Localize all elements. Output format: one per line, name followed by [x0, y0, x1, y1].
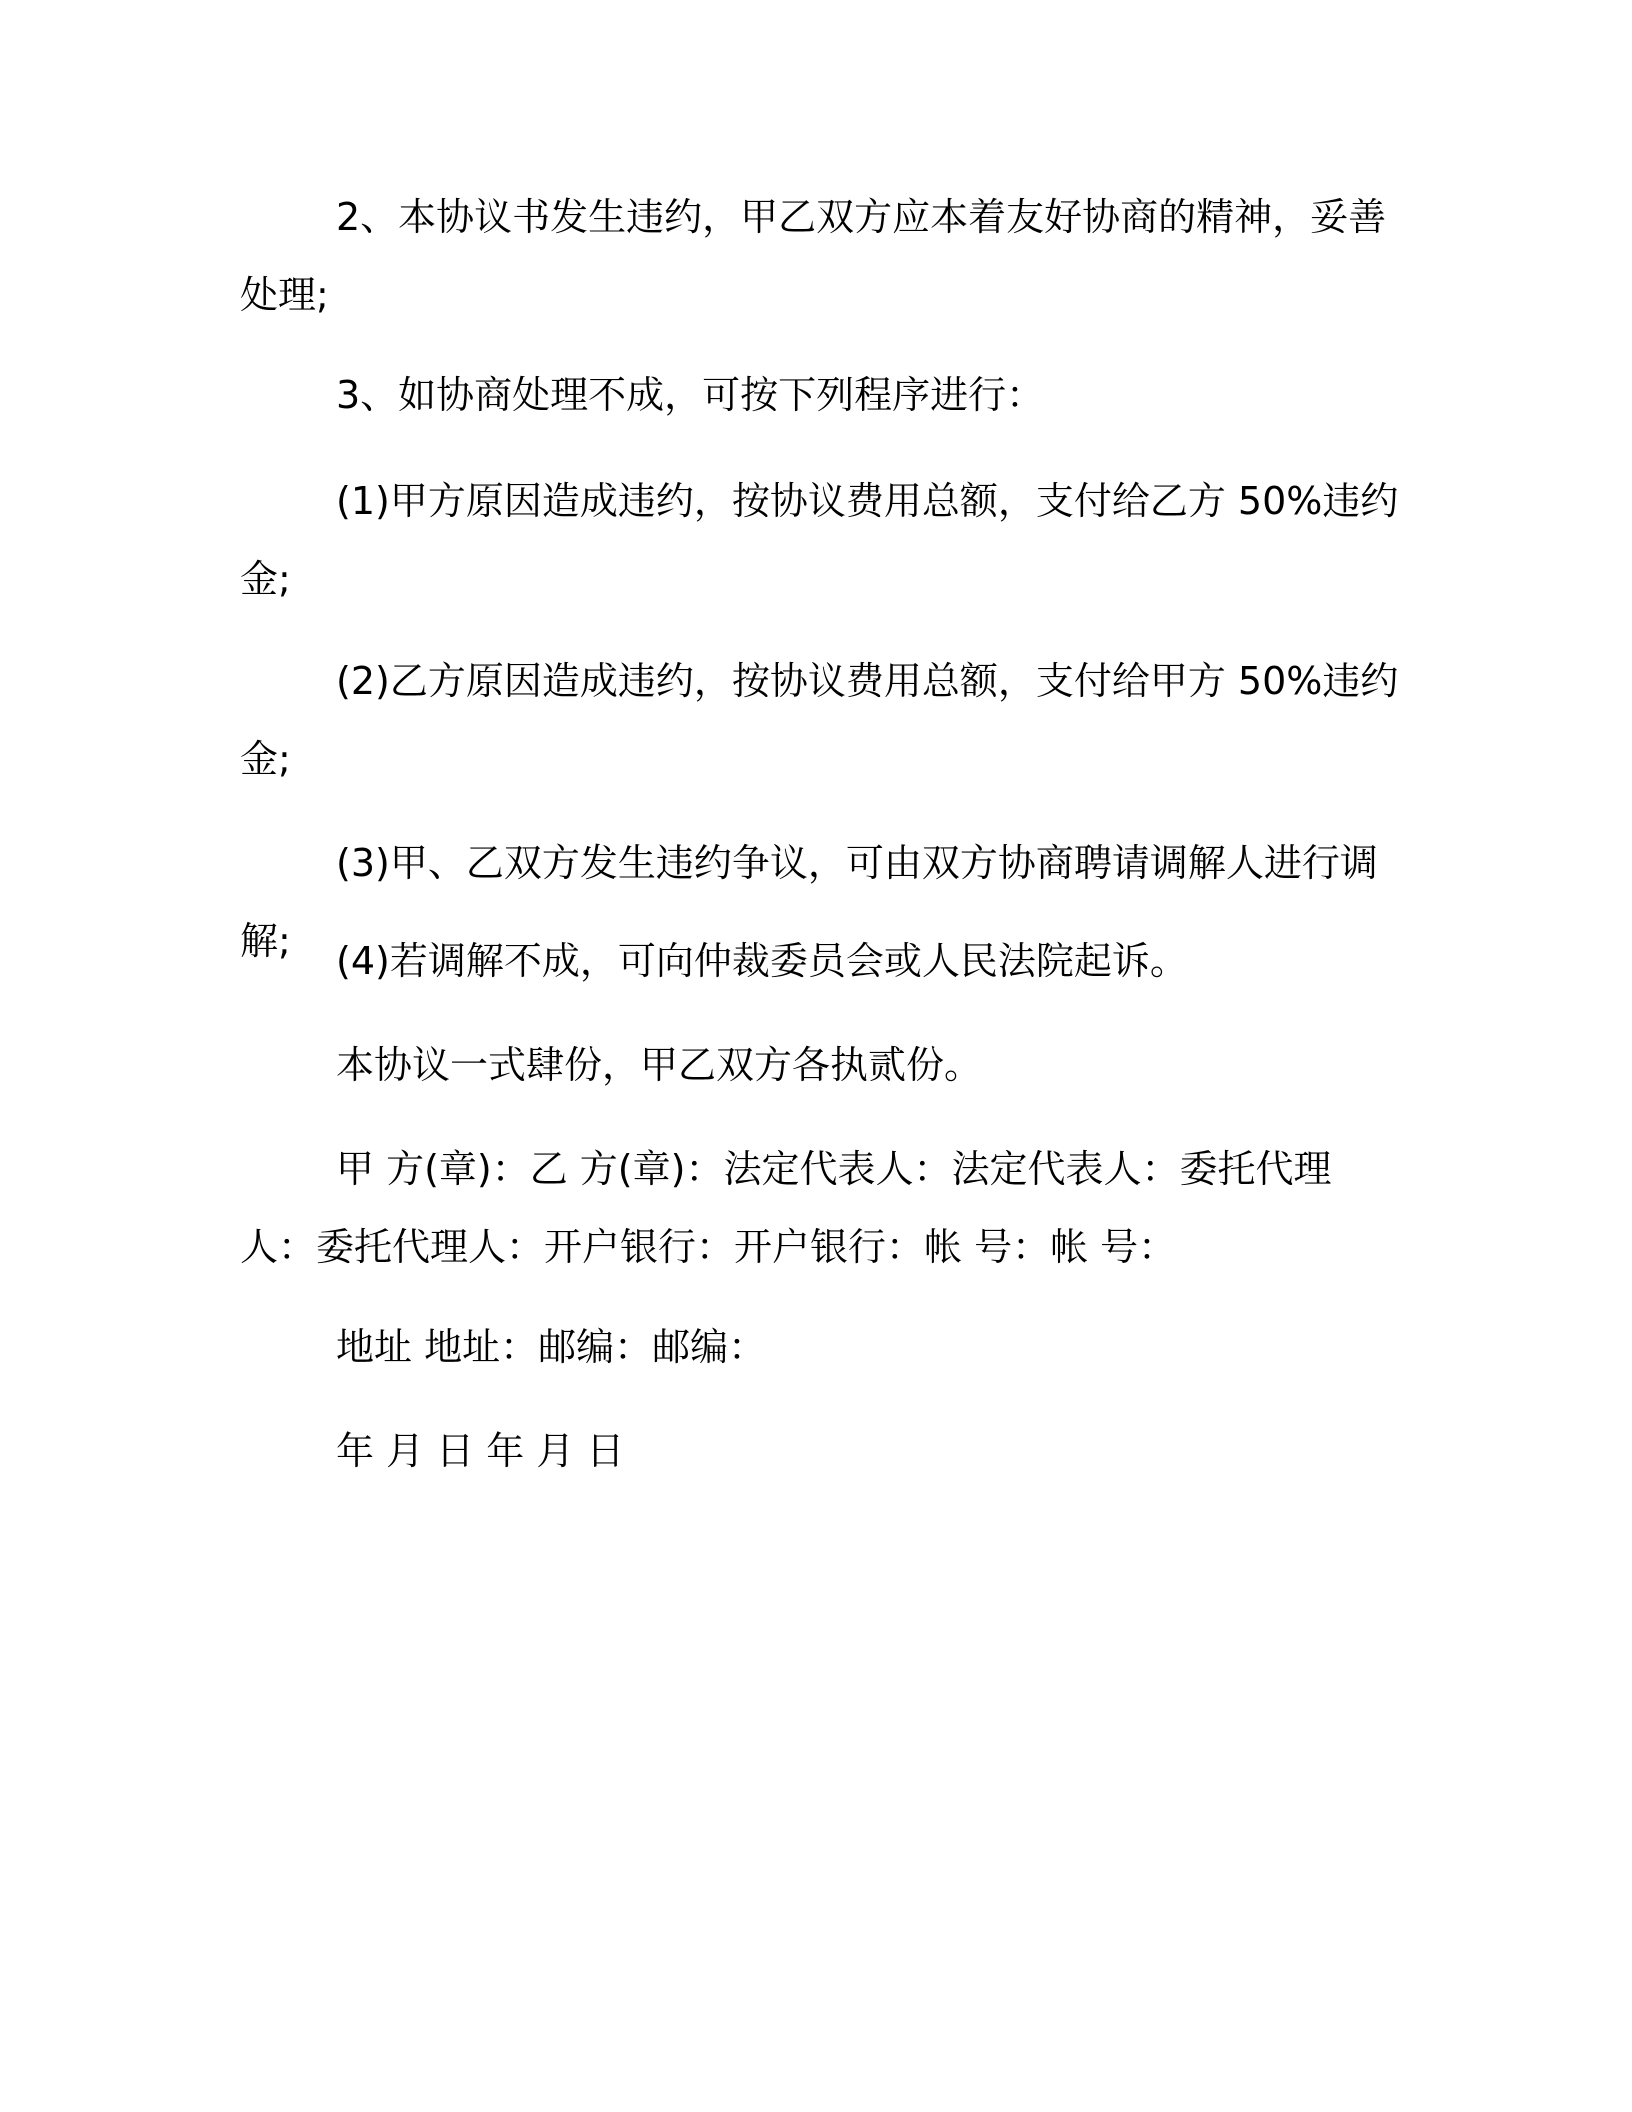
signature-fields: 甲 方(章)：乙 方(章)：法定代表人：法定代表人：委托代理人：委托代理人：开户银行：开户银行：帐 号：帐 号：: [240, 1147, 1332, 1269]
clause-2-paragraph: 2、本协议书发生违约，甲乙双方应本着友好协商的精神，妥善处理;: [240, 195, 1387, 317]
procedure-item-2: (2)乙方原因造成违约，按协议费用总额，支付给甲方 50%违约金;: [240, 659, 1399, 781]
procedure-item-3: (3)甲、乙双方发生违约争议，可由双方协商聘请调解人进行调解;: [240, 841, 1378, 963]
date-fields: 年 月 日 年 月 日: [336, 1429, 625, 1473]
address-fields: 地址 地址：邮编：邮编：: [336, 1325, 767, 1369]
procedure-item-1: (1)甲方原因造成违约，按协议费用总额，支付给乙方 50%违约金;: [240, 479, 1399, 601]
copies-statement: 本协议一式肆份，甲乙双方各执贰份。: [336, 1043, 983, 1087]
clause-3-paragraph: 3、如协商处理不成，可按下列程序进行：: [336, 373, 1045, 417]
procedure-item-4: (4)若调解不成，可向仲裁委员会或人民法院起诉。: [336, 939, 1188, 983]
